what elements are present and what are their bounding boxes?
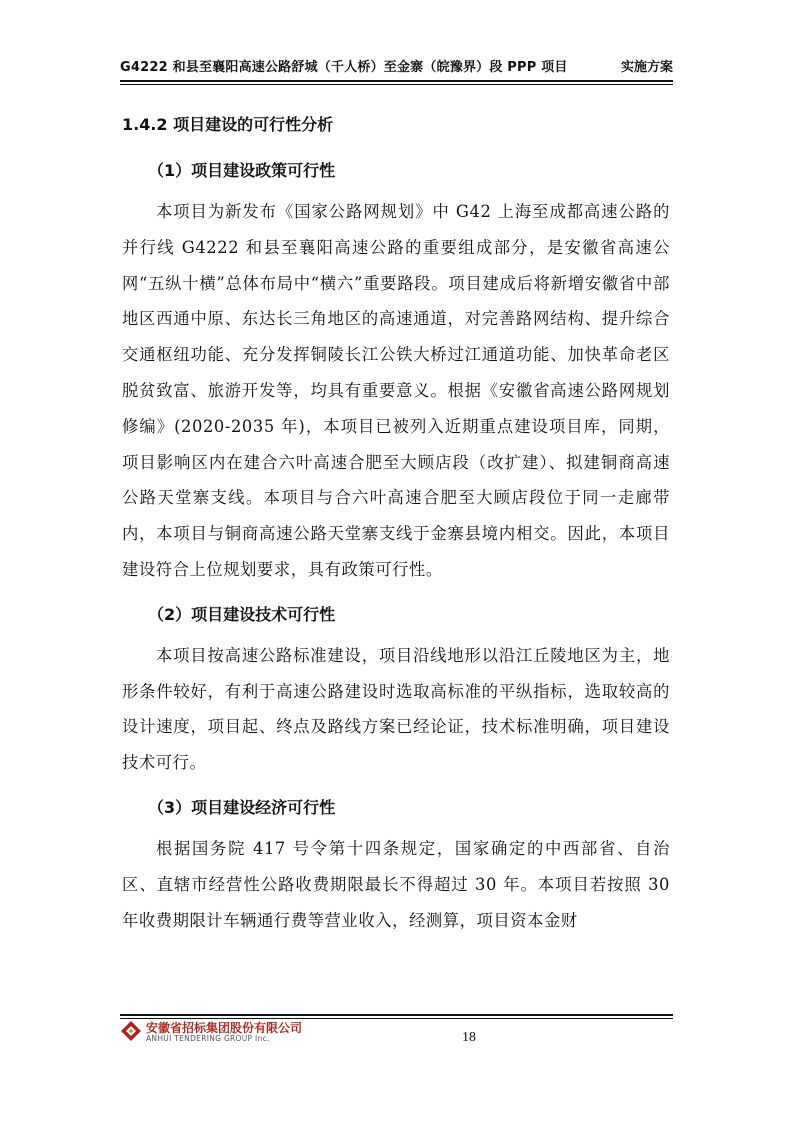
company-name: 安徽省招标集团股份有限公司 xyxy=(146,1021,303,1035)
company-logo xyxy=(120,1019,340,1045)
paragraph-economic: 根据国务院 417 号令第十四条规定，国家确定的中西部省、自治区、直辖市经营性公路收费期限最长不得超过 30 年。本项目若按照 30 年收费期限计车辆通行费等营业收入，经测算，项目资本金财 xyxy=(122,838,670,930)
paragraph-policy: 本项目为新发布《国家公路网规划》中 G42 上海至成都高速公路的并行线 G4222 和县至襄阳高速公路的重要组成部分，是安徽省高速公网“五纵十横”总体布局中“横六”重要路段。项目建成后将新增安徽省中部地区西通中原、东达长三角地区的高速通道，对完善路网结构、提升综合交通枢纽功能、充分发挥铜陵长江公铁大桥过江通道功能、加快革命老区脱贫致富、旅游开发等，均具有重要意义。根据《安徽省高速公路网规划修编》(2020-2035 年)，本项目已被列入近期重点建设项目库，同期，项目影响区内在建合六叶高速合肥至大顾店段（改扩建）、拟建铜商高速公路天堂寨支线。本项目与合六叶高速合肥至大顾店段位于同一走廊带内，本项目与铜商高速公路天堂寨支线于金寨县境内相交。因此，本项目建设符合上位规划要求，具有政策可行性。 xyxy=(122,202,670,579)
header-rule-thin xyxy=(120,84,673,85)
header-rule xyxy=(120,80,673,82)
footer-rule xyxy=(120,1014,673,1016)
page-header xyxy=(120,52,673,78)
header-title: G4222 和县至襄阳高速公路舒城（千人桥）至金寨（皖豫界）段 PPP 项目 xyxy=(120,60,568,75)
subsection-heading-policy: （1）项目建设政策可行性 xyxy=(148,161,336,180)
company-logo-icon xyxy=(120,1020,142,1042)
paragraph-technical: 本项目按高速公路标准建设，项目沿线地形以沿江丘陵地区为主，地形条件较好，有利于高速公路建设时选取高标准的平纵指标，选取较高的设计速度，项目起、终点及路线方案已经论证，技术标准明确，项目建设技术可行。 xyxy=(122,645,670,773)
subsection-heading-technical: （2）项目建设技术可行性 xyxy=(148,604,336,624)
subsection-heading-economic: （3）项目建设经济可行性 xyxy=(148,797,336,817)
header-document-type: 实施方案 xyxy=(620,60,673,75)
page-number: 18 xyxy=(462,1030,476,1045)
document-body xyxy=(122,104,670,944)
section-heading: 1.4.2 项目建设的可行性分析 xyxy=(122,115,334,134)
company-name-en: ANHUI TENDERING GROUP Inc. xyxy=(146,1034,270,1043)
